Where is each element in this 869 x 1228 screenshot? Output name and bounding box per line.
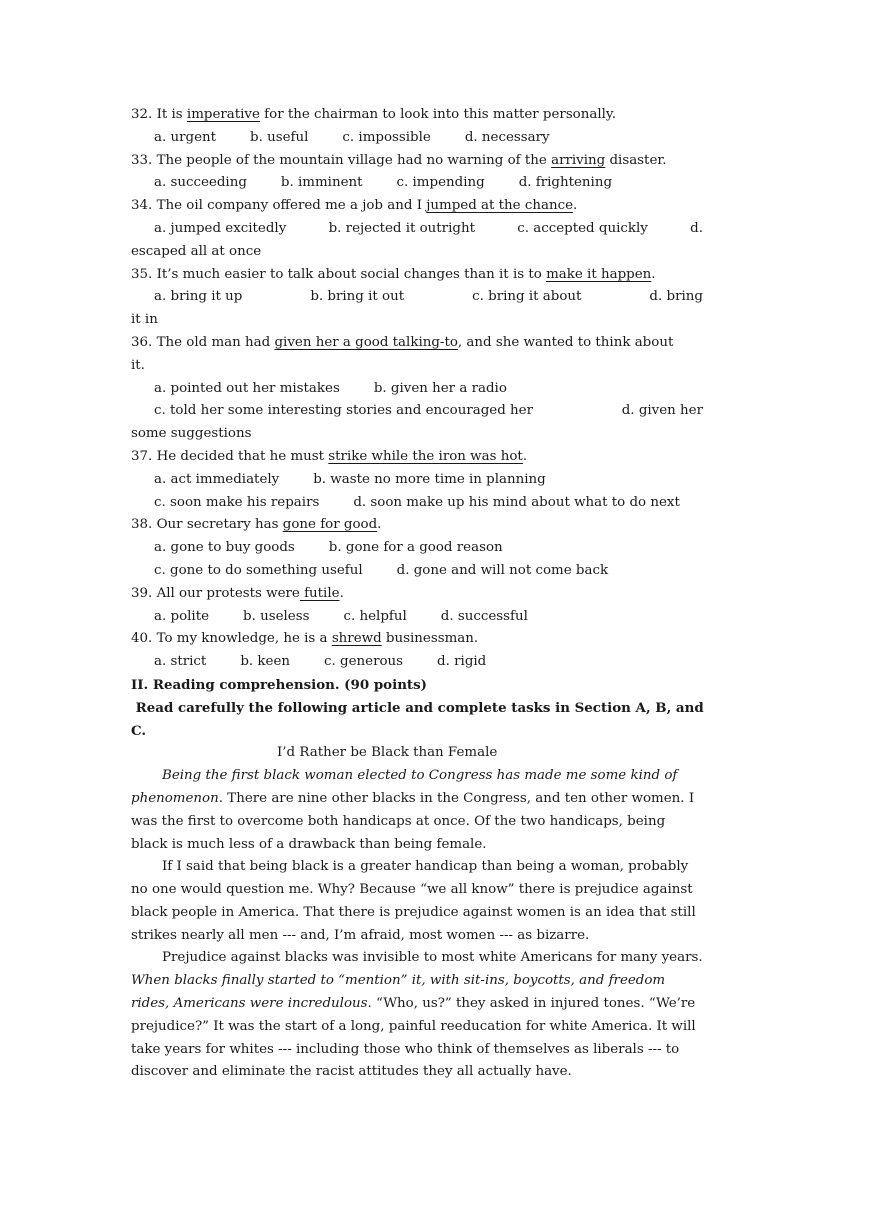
options-36-cd: [131, 400, 703, 423]
article-paragraph-1: Being the first black woman elected to Congress has made me some kind of phenomenon. There are nine other blacks in the Congress, and ten other women. I was the first to overcome both handicaps at once. Of the two handicaps, being black is much less of a drawback than being female.: [131, 768, 695, 852]
section-heading: II. Reading comprehension. (90 points): [131, 676, 427, 693]
option-d: d. frightening: [518, 175, 613, 191]
option-c: c. impossible: [342, 129, 431, 145]
key-phrase: given her a good talking-to: [274, 334, 458, 350]
option-b: b. bring it out: [310, 289, 405, 305]
key-phrase: strike while the iron was hot: [328, 448, 523, 464]
question-33: 33. The people of the mountain village had no warning of the arriving disaster.: [131, 152, 667, 168]
question-36-cont: it.: [131, 357, 145, 373]
option-b: b. rejected it outright: [328, 220, 475, 236]
key-phrase: arriving: [551, 152, 606, 168]
question-number: 37.: [131, 448, 153, 464]
section-instruction: Read carefully the following article and complete tasks in Section A, B, and: [131, 699, 704, 716]
option-b: b. keen: [240, 654, 291, 670]
question-number: 39.: [131, 585, 153, 601]
option-c: c. impending: [396, 175, 485, 191]
option-c: c. generous: [324, 654, 404, 670]
option-b: b. useless: [243, 608, 310, 624]
question-40: 40. To my knowledge, he is a shrewd businessman.: [131, 631, 479, 647]
key-phrase: futile: [299, 585, 340, 601]
question-37: 37. He decided that he must strike while the iron was hot.: [131, 448, 528, 464]
options-36-ab: [131, 378, 703, 401]
option-d: d.: [690, 220, 703, 236]
options-39: [131, 606, 703, 629]
key-phrase: shrewd: [331, 631, 382, 647]
option-d: d. gone and will not come back: [396, 562, 609, 578]
question-number: 34.: [131, 198, 153, 214]
option-a: a. strict: [154, 654, 207, 670]
question-number: 36.: [131, 334, 153, 350]
options-34: [131, 218, 703, 241]
option-b: b. useful: [250, 129, 309, 145]
question-35: 35. It’s much easier to talk about social changes than it is to make it happen.: [131, 266, 656, 282]
question-34: 34. The oil company offered me a job and I jumped at the chance.: [131, 198, 578, 214]
key-phrase: make it happen: [546, 266, 652, 282]
option-d: d. given her: [621, 403, 703, 419]
options-32: [131, 127, 703, 150]
option-a: a. jumped excitedly: [154, 220, 287, 236]
key-phrase: gone for good: [282, 517, 378, 533]
option-a: a. bring it up: [154, 289, 243, 305]
option-a: a. succeeding: [154, 175, 247, 191]
options-37-ab: [131, 469, 703, 492]
options-37-cd: [131, 492, 703, 515]
options-38-cd: [131, 560, 703, 583]
option-b: b. waste no more time in planning: [313, 471, 546, 487]
option-d: d. necessary: [464, 129, 550, 145]
options-36-cont: some suggestions: [131, 426, 252, 442]
options-35-cont: it in: [131, 312, 158, 328]
option-b: b. gone for a good reason: [328, 540, 503, 556]
option-a: a. urgent: [154, 129, 217, 145]
options-34-cont: escaped all at once: [131, 243, 262, 259]
options-35: [131, 286, 703, 309]
option-a: a. polite: [154, 608, 210, 624]
question-36: 36. The old man had given her a good talking-to, and she wanted to think about: [131, 334, 674, 350]
options-40: [131, 651, 703, 674]
option-b: b. given her a radio: [373, 380, 507, 396]
key-phrase: jumped at the chance: [426, 198, 574, 214]
option-c: c. accepted quickly: [517, 220, 648, 236]
option-d: d. bring: [649, 289, 703, 305]
option-c: c. bring it about: [472, 289, 582, 305]
article-paragraph-3: Prejudice against blacks was invisible to most white Americans for many years. When blacks finally started to “mention” it, with sit-ins, boycotts, and freedom rides, Americans were incredulous. “Who, us?” they asked in injured tones. “We’re prejudice?” It was the start of a long, painful reeducation for white America. It will take years for whites --- including those who think of themselves as liberals --- to discover and eliminate the racist attitudes they all actually have.: [131, 950, 703, 1080]
option-c: c. told her some interesting stories and encouraged her: [154, 403, 533, 419]
option-d: d. successful: [440, 608, 528, 624]
section-instruction-cont: C.: [131, 722, 147, 739]
option-a: a. pointed out her mistakes: [154, 380, 340, 396]
paragraph-italic: Being the first black woman elected to Congress has made me some kind of phenomenon: [131, 768, 678, 806]
question-number: 32.: [131, 107, 153, 122]
article-paragraph-2: If I said that being black is a greater handicap than being a woman, probably no one would question me. Why? Because “we all know” there is prejudice against black people in America. That there is prejudice against women is an idea that still strikes nearly all men --- and, I’m afraid, most women --- as bizarre.: [131, 859, 696, 943]
question-number: 40.: [131, 631, 153, 647]
option-d: d. soon make up his mind about what to do next: [353, 494, 680, 510]
option-a: a. gone to buy goods: [154, 540, 295, 556]
options-38-ab: [131, 537, 703, 560]
question-number: 38.: [131, 517, 153, 533]
option-c: c. helpful: [343, 608, 407, 624]
question-number: 35.: [131, 266, 153, 282]
question-32: 32. It is imperative for the chairman to look into this matter personally.: [131, 107, 616, 122]
question-number: 33.: [131, 152, 153, 168]
option-b: b. imminent: [280, 175, 363, 191]
document-page: [131, 104, 703, 1084]
option-c: c. soon make his repairs: [154, 494, 320, 510]
option-a: a. act immediately: [154, 471, 280, 487]
option-d: d. rigid: [437, 654, 487, 670]
question-39: 39. All our protests were futile.: [131, 585, 344, 601]
options-33: [131, 172, 703, 195]
paragraph-italic: When blacks finally started to “mention” it, with sit-ins, boycotts, and freedom rides, Americans were incredulous: [131, 973, 666, 1012]
option-c: c. gone to do something useful: [154, 562, 363, 578]
article-title: I’d Rather be Black than Female: [277, 745, 498, 761]
question-38: 38. Our secretary has gone for good.: [131, 517, 382, 533]
key-phrase: imperative: [186, 107, 260, 122]
